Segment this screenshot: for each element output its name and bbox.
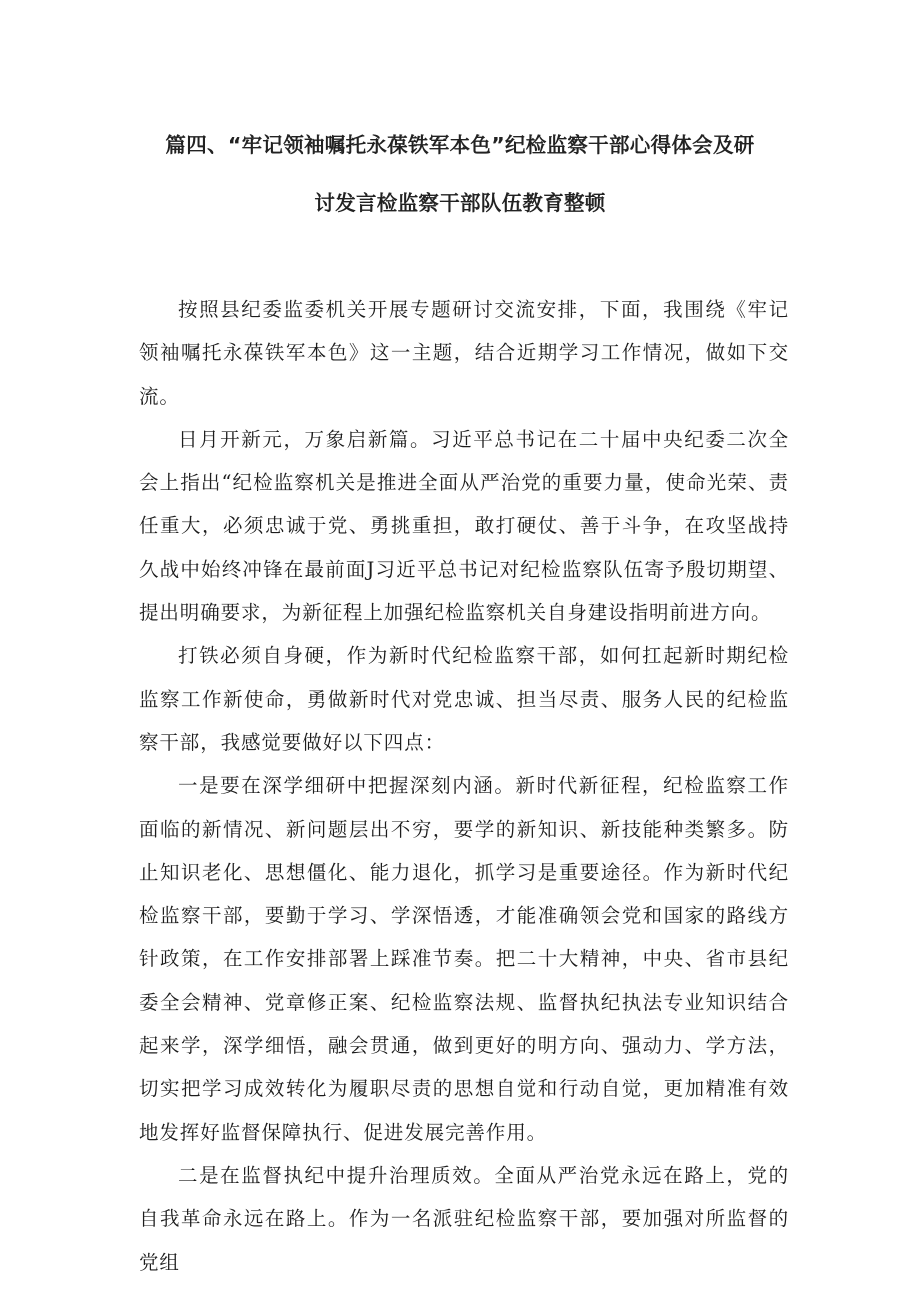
body-paragraph: 一是要在深学细研中把握深刻内涵。新时代新征程，纪检监察工作面临的新情况、新问题层出不穷，要学的新知识、新技能种类繁多。防止知识老化、思想僵化、能力退化，抓学习是重要途径。作为新时代纪检监察干部，要勤于学习、学深悟透，才能准确领会党和国家的路线方针政策，在工作安排部署上踩准节奏。把二十大精神，中央、省市县纪委全会精神、党章修正案、纪检监察法规、监督执纪执法专业知识结合起来学，深学细悟，融会贯通，做到更好的明方向、强动力、学方法，切实把学习成效转化为履职尽责的思想自觉和行动自觉，更加精准有效地发挥好监督保障执行、促进发展完善作用。 [139,774,789,1144]
body-paragraph: 按照县纪委监委机关开展专题研讨交流安排，下面，我围绕《牢记领袖嘱托永葆铁军本色》这一主题，结合近期学习工作情况，做如下交流。 [139,298,789,408]
body-paragraph: 二是在监督执纪中提升治理质效。全面从严治党永远在路上，党的自我革命永远在路上。作为一名派驻纪检监察干部，要加强对所监督的党组 [139,1163,789,1274]
body-paragraph: 打铁必须自身硬，作为新时代纪检监察干部，如何扛起新时期纪检监察工作新使命，勇做新时代对党忠诚、担当尽责、服务人民的纪检监察干部，我感觉要做好以下四点： [139,644,789,754]
document-title-line-2: 讨发言检监察干部队伍教育整顿 [314,191,606,215]
document-title-line-1: 篇四、“牢记领袖嘱托永葆铁军本色”纪检监察干部心得体会及研 [165,133,755,157]
body-paragraph: 日月开新元，万象启新篇。习近平总书记在二十届中央纪委二次全会上指出“纪检监察机关是推进全面从严治党的重要力量，使命光荣、责任重大，必须忠诚于党、勇挑重担，敢打硬仗、善于斗争，在攻坚战持久战中始终冲锋在最前面J习近平总书记对纪检监察队伍寄予殷切期望、提出明确要求，为新征程上加强纪检监察机关自身建设指明前进方向。 [139,427,789,625]
document-body [139,288,789,1284]
